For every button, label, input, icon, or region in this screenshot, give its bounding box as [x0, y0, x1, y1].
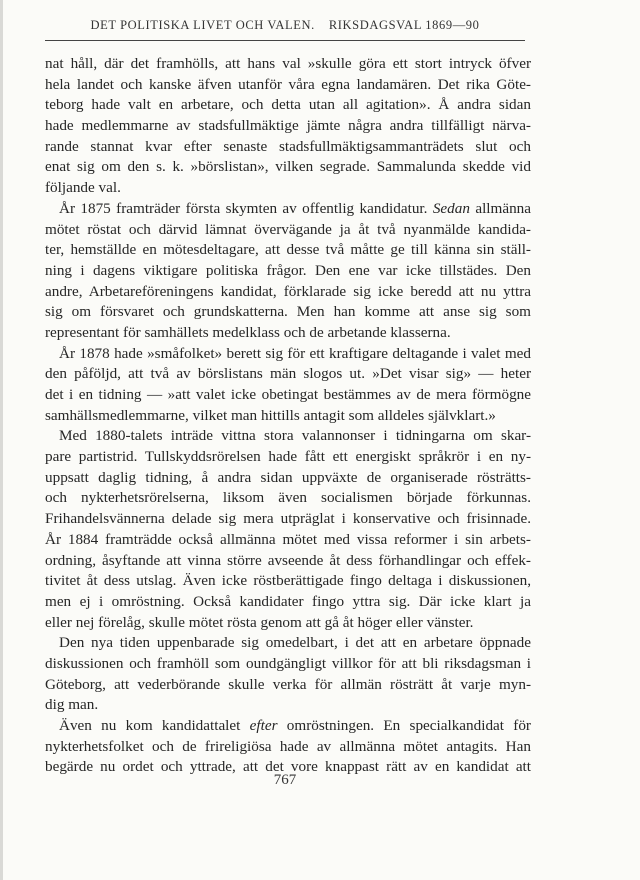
running-header	[45, 18, 525, 33]
text-line	[45, 199, 531, 220]
text-line: sig om försvaret och grundskatterna. Men han komme att anse sig som	[45, 303, 531, 321]
text-line: År 1884 framträdde också allmänna mötet med vissa reformer i sin arbets-	[45, 530, 531, 548]
text-line: Den nya tiden uppenbarade sig omedelbart, i det att en arbetare öppnade	[59, 634, 531, 652]
text-line: diskussionen och framhöll som oundgängligt villkor för att bli riksdagsman i	[45, 654, 531, 672]
text-line: Göteborg, att vederbörande skulle verka för allmän rösträtt åt varje myn-	[45, 675, 531, 693]
text-line: enat sig om den s. k. »börslistan», vilken segrade. Sammalunda skedde vid	[45, 158, 531, 176]
running-header-right: RIKSDAGSVAL 1869—90	[328, 18, 480, 32]
text-line: uppsatt daglig tidning, å andra sidan uppväxte de organiserade rösträtts-	[45, 468, 531, 486]
text-line: ter, hemställde en mötesdeltagare, att desse två måtte ge till känna sin ställ-	[45, 241, 531, 259]
text-run: Även nu kom kandidattalet	[59, 717, 250, 734]
text-line: teborg hade valt en arbetare, och detta utan all agitation». Å andra sidan	[45, 96, 531, 114]
text-line: men ej i omröstning. Också kandidater fingo yttra sig. Där icke klart ja	[45, 592, 531, 610]
page-number: 767	[273, 772, 297, 788]
running-header-left: DET POLITISKA LIVET OCH VALEN.	[90, 18, 315, 32]
text-line: eller nej förelåg, skulle mötet rösta genom att gå åt höger eller vänster.	[45, 613, 474, 631]
emphasis: Sedan	[432, 199, 470, 217]
text-line: följande val.	[45, 179, 121, 197]
text-line: ordning, åsyftande att vinna större avseende åt dess förhandlingar och effek-	[45, 551, 531, 569]
text-run: År 1875 framträder första skymten av offentlig kandidatur.	[59, 199, 433, 217]
text-line	[45, 716, 531, 737]
text-line: mötet röstat och därvid lämnat övervägande ja åt två nyanmälde kandida-	[45, 220, 531, 238]
text-line: samhällsmedlemmarne, vilket man hittills antagit som alldeles självklart.»	[45, 406, 496, 424]
text-line: representant för samhällets medelklass och de arbetande klasserna.	[45, 323, 451, 341]
text-line: dig man.	[45, 696, 99, 714]
text-line: År 1878 hade »småfolket» berett sig för ett kraftigare deltagande i valet med	[59, 344, 531, 362]
text-line: hela landet och kanske äfven utanför våra egna landamären. Det rika Göte-	[45, 75, 531, 93]
header-rule	[45, 40, 525, 41]
text-line: begärde nu ordet och yttrade, att det vore knappast rätt av en kandidat att	[45, 758, 531, 776]
text-run: omröstningen. En specialkandidat för	[277, 717, 531, 734]
text-line: nykterhetsfolket och de frireligiösa hade av allmänna mötet antagits. Han	[45, 737, 531, 755]
text-line: rande stannat kvar efter senaste stadsfullmäktigsammanträdets slut och	[45, 137, 531, 155]
text-run: allmänna	[469, 199, 531, 217]
text-line: Med 1880-talets inträde vittna stora valannonser i tidningarna om skar-	[59, 427, 531, 445]
text-line: andre, Arbetareföreningens kandidat, förklarade sig icke beredd att nu yttra	[45, 282, 531, 300]
text-line: tivitet åt dess utslag. Även icke röstberättigade fingo deltaga i diskussionen,	[45, 572, 531, 590]
text-line: Frihandelsvännerna delade sig mera utpräglat i konservative och frisinnade.	[45, 510, 531, 528]
text-line: och nykterhetsrörelserna, liksom även socialismen började förkunnas.	[45, 489, 531, 507]
scan-edge	[0, 0, 3, 880]
text-line: hade medlemmarne av stadsfullmäktige jämte några andra tillfälligt närva-	[45, 117, 531, 135]
text-line: den påföljd, att två av börslistans män slogos ut. »Det visar sig» — heter	[45, 365, 531, 383]
body-text	[45, 54, 531, 778]
emphasis: efter	[249, 717, 278, 734]
text-line: det i en tidning — »att valet icke obetingat bestämmes av de mera förmögne	[45, 386, 531, 403]
text-line: ning i dagens viktigare politiska frågor. Den ene var icke tillstädes. Den	[45, 261, 531, 279]
text-line: pare partistrid. Tullskyddsrörelsen hade fått ett energiskt språkrör i en ny-	[45, 448, 531, 466]
text-line: nat håll, där det framhölls, att hans val »skulle göra ett stort intryck öfver	[45, 55, 531, 72]
